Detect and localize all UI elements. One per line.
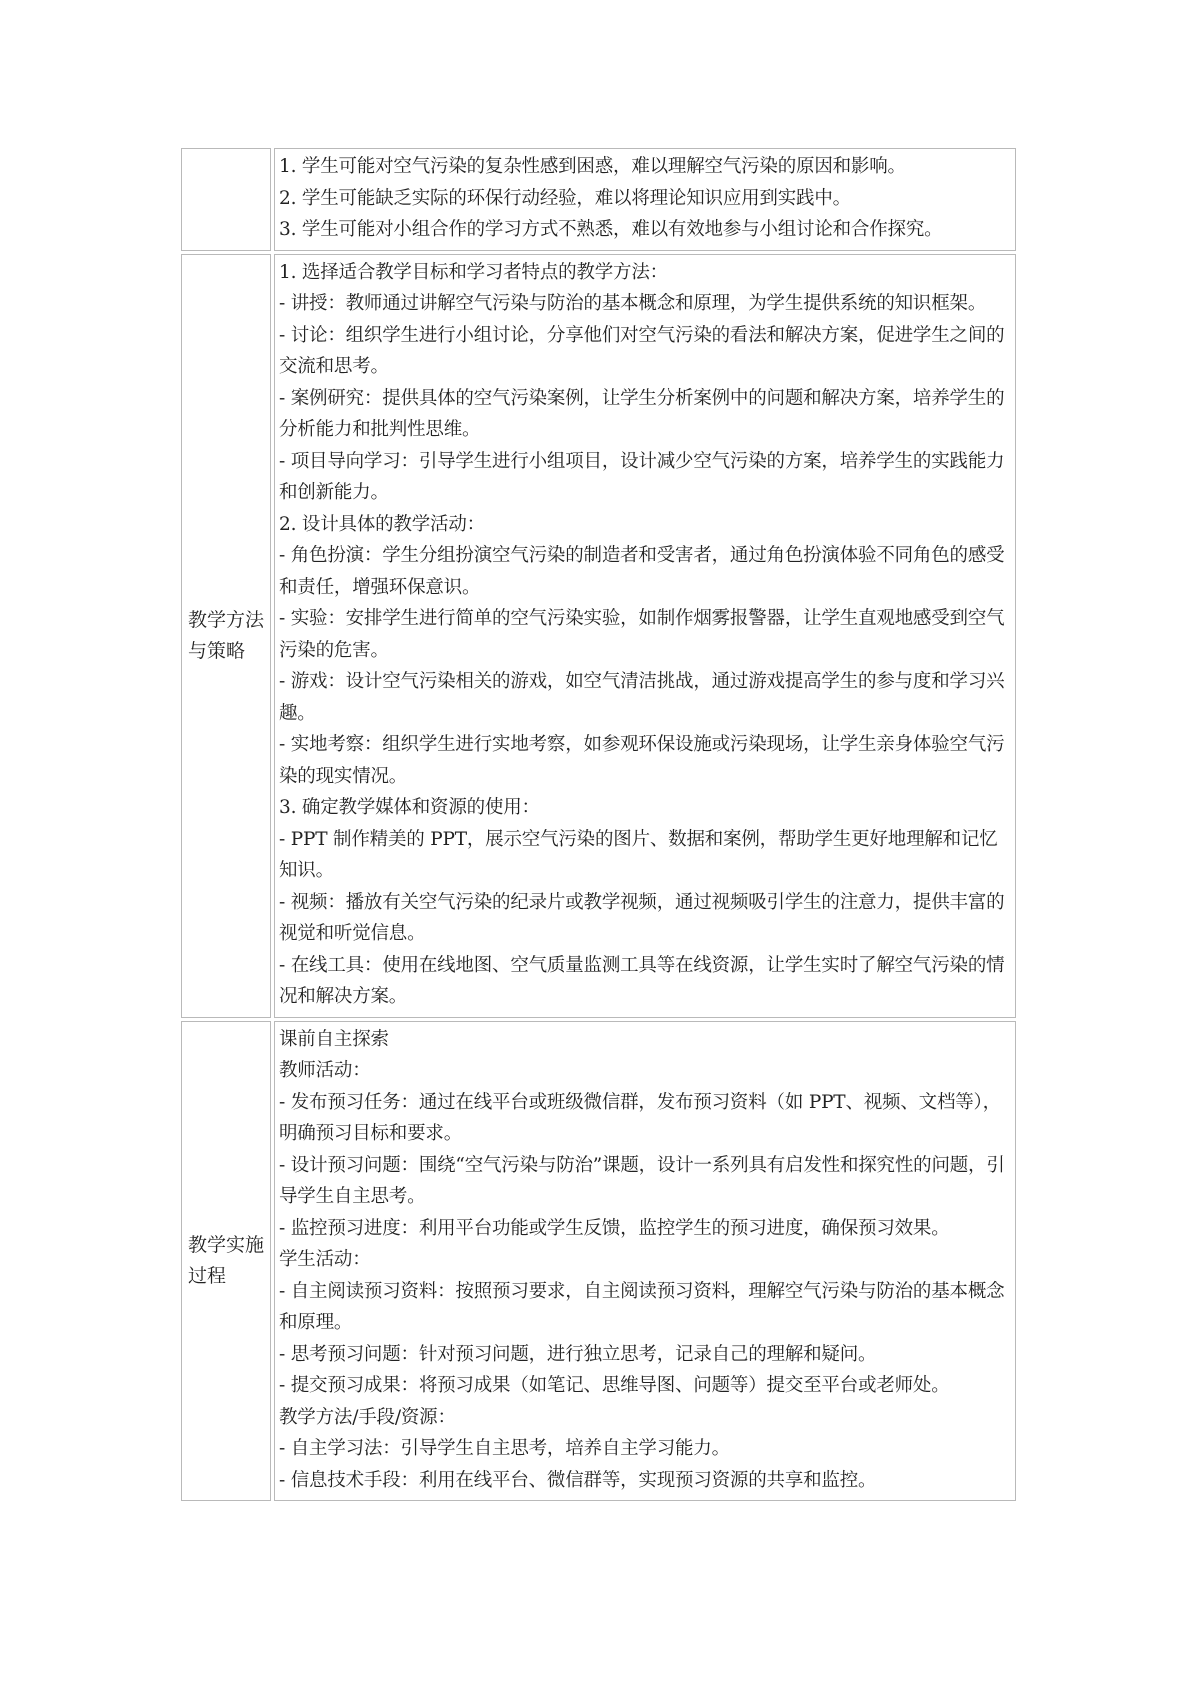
content-line: 1. 学生可能对空气污染的复杂性感到困惑，难以理解空气污染的原因和影响。 <box>279 156 906 177</box>
content-line: 2. 学生可能缺乏实际的环保行动经验，难以将理论知识应用到实践中。 <box>279 187 851 209</box>
content-line: - 思考预习问题：针对预习问题，进行独立思考，记录自己的理解和疑问。 <box>279 1343 877 1365</box>
content-line: - 信息技术手段：利用在线平台、微信群等，实现预习资源的共享和监控。 <box>279 1469 877 1491</box>
content-line: 3. 确定教学媒体和资源的使用： <box>279 797 540 818</box>
content-line: 3. 学生可能对小组合作的学习方式不熟悉，难以有效地参与小组讨论和合作探究。 <box>279 219 943 240</box>
row-label: 教学方法与策略 <box>188 608 265 662</box>
row-label-cell <box>181 1021 271 1502</box>
lesson-plan-table <box>178 145 1019 1504</box>
content-line: - 实地考察：组织学生进行实地考察，如参观环保设施或污染现场，让学生亲身体验空气污染的现实情况。 <box>279 734 1005 787</box>
content-line: - 自主阅读预习资料：按照预习要求，自主阅读预习资料，理解空气污染与防治的基本概念和原理。 <box>279 1280 1005 1333</box>
content-line: - 讲授：教师通过讲解空气污染与防治的基本概念和原理，为学生提供系统的知识框架。 <box>279 293 987 314</box>
table-row <box>181 1021 1016 1502</box>
content-line: - 角色扮演：学生分组扮演空气污染的制造者和受害者，通过角色扮演体验不同角色的感受和责任，增强环保意识。 <box>279 545 1005 598</box>
content-line: 教学方法/手段/资源： <box>279 1406 456 1428</box>
content-line: - 发布预习任务：通过在线平台或班级微信群，发布预习资料（如 PPT、视频、文档等），明确预习目标和要求。 <box>279 1091 1001 1144</box>
content-line: - 提交预习成果：将预习成果（如笔记、思维导图、问题等）提交至平台或老师处。 <box>279 1375 950 1396</box>
content-line: - PPT 制作精美的 PPT，展示空气污染的图片、数据和案例，帮助学生更好地理解和记忆知识。 <box>279 828 998 881</box>
content-line: - 自主学习法：引导学生自主思考，培养自主学习能力。 <box>279 1438 730 1459</box>
content-line: - 视频：播放有关空气污染的纪录片或教学视频，通过视频吸引学生的注意力，提供丰富的视觉和听觉信息。 <box>279 891 1005 944</box>
content-line: - 项目导向学习：引导学生进行小组项目，设计减少空气污染的方案，培养学生的实践能力和创新能力。 <box>279 450 1005 503</box>
content-line: - 游戏：设计空气污染相关的游戏，如空气清洁挑战，通过游戏提高学生的参与度和学习兴趣。 <box>279 671 1005 724</box>
content-line: - 实验：安排学生进行简单的空气污染实验，如制作烟雾报警器，让学生直观地感受到空气污染的危害。 <box>279 608 1005 661</box>
row-label: 教学实施过程 <box>188 1233 265 1287</box>
content-line: 教师活动： <box>279 1060 371 1081</box>
content-line: - 设计预习问题：围绕“空气污染与防治”课题，设计一系列具有启发性和探究性的问题，引导学生自主思考。 <box>279 1154 1005 1207</box>
content-line: 课前自主探索 <box>279 1028 389 1050</box>
content-line: 2. 设计具体的教学活动： <box>279 513 485 535</box>
row-label-cell <box>181 148 271 251</box>
content-line: - 讨论：组织学生进行小组讨论，分享他们对空气污染的看法和解决方案，促进学生之间的交流和思考。 <box>279 324 1005 377</box>
table-row <box>181 148 1016 251</box>
content-line: - 监控预习进度：利用平台功能或学生反馈，监控学生的预习进度，确保预习效果。 <box>279 1217 950 1239</box>
row-label-cell <box>181 254 271 1018</box>
content-line: - 案例研究：提供具体的空气污染案例，让学生分析案例中的问题和解决方案，培养学生的分析能力和批判性思维。 <box>279 387 1005 440</box>
content-line: 1. 选择适合教学目标和学习者特点的教学方法： <box>279 261 668 283</box>
row-content-cell <box>274 148 1016 251</box>
content-line: - 在线工具：使用在线地图、空气质量监测工具等在线资源，让学生实时了解空气污染的情况和解决方案。 <box>279 954 1005 1007</box>
row-content-cell <box>274 1021 1016 1502</box>
table-row <box>181 254 1016 1018</box>
content-line: 学生活动： <box>279 1249 371 1270</box>
row-content-cell <box>274 254 1016 1018</box>
